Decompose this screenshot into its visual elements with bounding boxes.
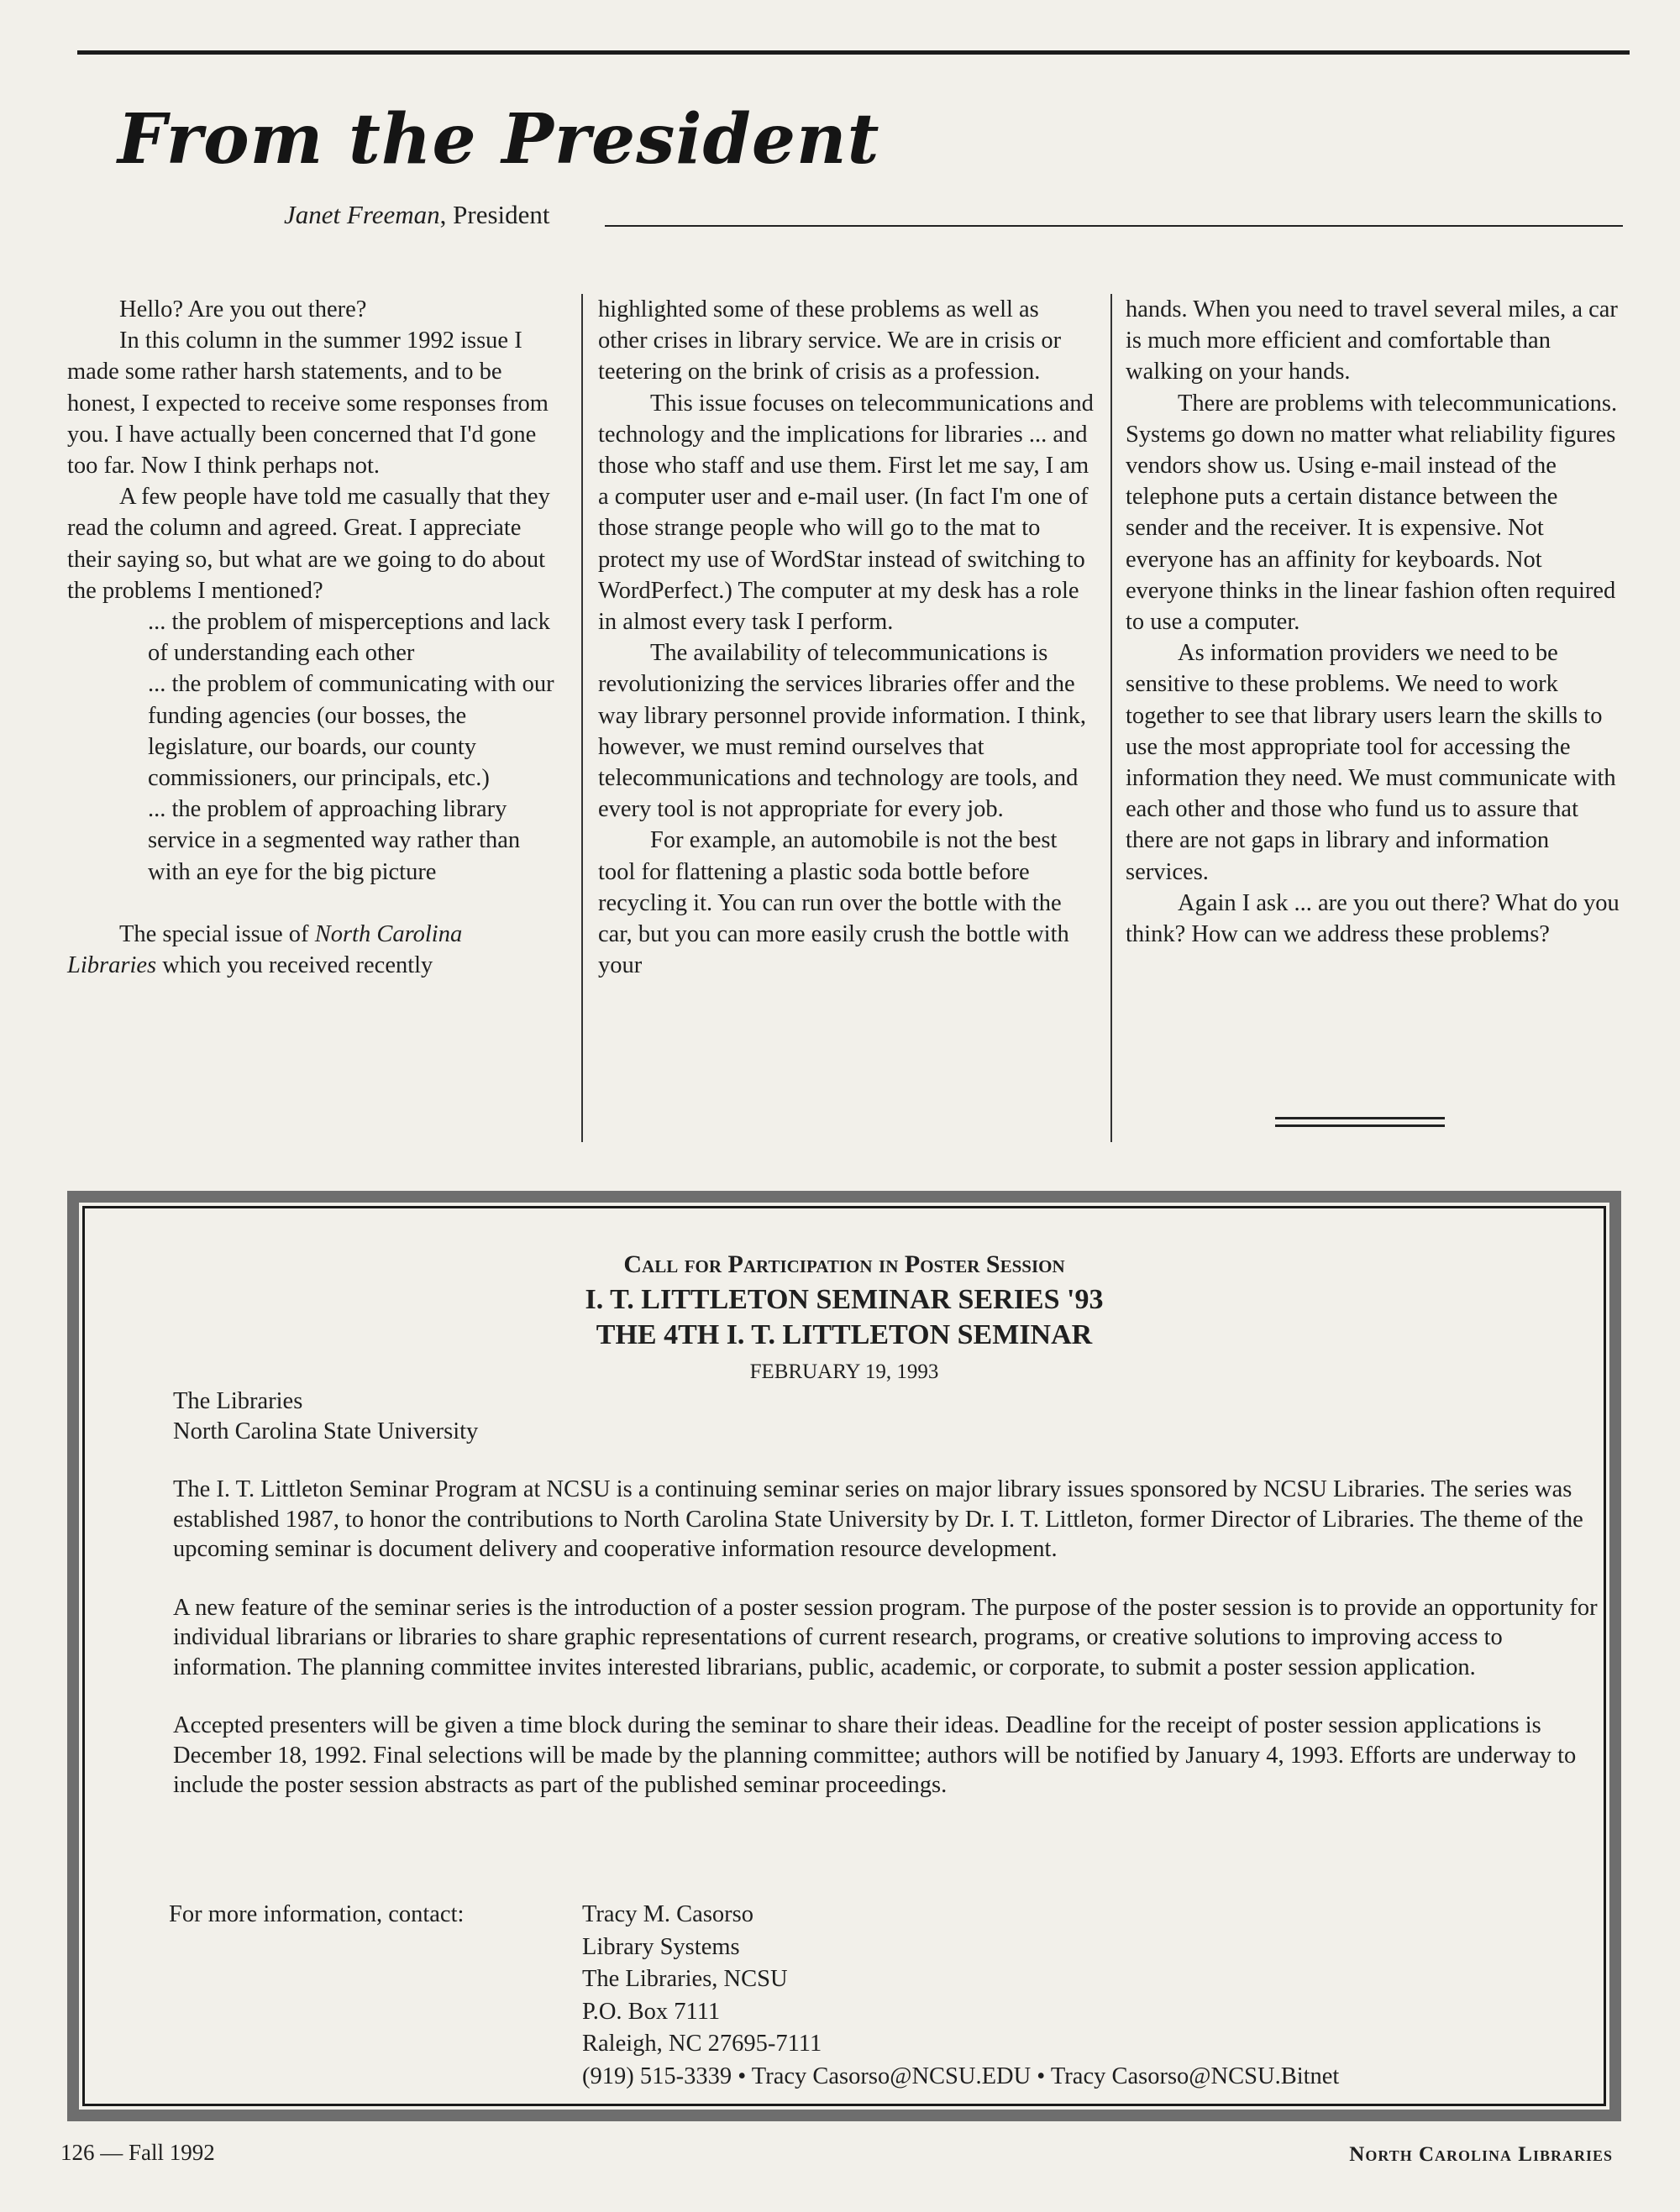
text-run: The special issue of	[119, 920, 315, 947]
paragraph: Accepted presenters will be given a time block during the seminar to share their ideas. Deadline for the receipt of poster session applications is December 18, 1992. Final selections will be made by the planning committee; authors will be notified by January 4, 1993. Efforts are underway to include the poster session abstracts as part of the published seminar proceedings.	[173, 1712, 1577, 1798]
heading-seminar: THE 4TH I. T. LITTLETON SEMINAR	[596, 1319, 1093, 1350]
paragraph: The I. T. Littleton Seminar Program at NCSU is a continuing seminar series on major library issues sponsored by NCSU Libraries. The series was established 1987, to honor the contributions to North Carolina State University by Dr. I. T. Littleton, former Director of Libraries. The theme of the upcoming seminar is document delivery and cooperative information resource development.	[173, 1476, 1583, 1562]
paragraph: highlighted some of these problems as well as other crises in library service. We are in crisis or teetering on the brink of crisis as a profession.	[598, 296, 1062, 385]
page-title: From the President	[118, 99, 880, 180]
journal-name: North Carolina Libraries	[67, 920, 463, 979]
column-1	[67, 294, 554, 981]
contact-line: The Libraries, NCSU	[582, 1966, 788, 1992]
contact-line: Library Systems	[582, 1933, 740, 1960]
column-3	[1126, 294, 1621, 950]
byline-rule	[605, 225, 1623, 227]
paragraph: hands. When you need to travel several miles, a car is much more efficient and comfortable than walking on your hands.	[1126, 296, 1618, 385]
seminar-date: FEBRUARY 19, 1993	[749, 1360, 939, 1383]
top-rule	[77, 50, 1630, 55]
announcement-heading	[85, 1247, 1604, 1390]
announcement-box	[67, 1191, 1621, 2121]
paragraph: For example, an automobile is not the best tool for flattening a plastic soda bottle before recycling it. You can run over the bottle with the car, but you can more easily crush the bottle with your	[598, 827, 1069, 979]
org-line: The Libraries	[173, 1388, 303, 1414]
contact-line: P.O. Box 7111	[582, 1998, 721, 2025]
contact-line: Tracy M. Casorso	[582, 1901, 753, 1927]
column-2	[598, 294, 1094, 981]
contact-line: Raleigh, NC 27695-7111	[582, 2031, 822, 2057]
paragraph	[67, 919, 554, 981]
list-item: ... the problem of approaching library service in a segmented way rather than with an eye for the big picture	[148, 796, 521, 885]
announcement-body	[173, 1386, 1601, 1829]
paragraph: This issue focuses on telecommunications and technology and the implications for libraries ... and those who staff and use them. First let me say, I am a computer user and e-mail user. (In fact I'm one of those strange people who will go to the mat to protect my use of WordStar instead of switching to WordPerfect.) The computer at my desk has a role in almost every task I perform.	[598, 390, 1094, 636]
contact-label: For more information, contact:	[169, 1901, 465, 1927]
paragraph: Again I ask ... are you out there? What do you think? How can we address these problems?	[1126, 889, 1620, 948]
heading-series: I. T. LITTLETON SEMINAR SERIES '93	[585, 1284, 1104, 1315]
paragraph: The availability of telecommunications is revolutionizing the services libraries offer and the way library personnel provide information. I think, however, we must remind ourselves that telecommunications and technology are tools, and every tool is not appropriate for every job.	[598, 640, 1086, 823]
journal-name-footer: North Carolina Libraries	[1349, 2143, 1613, 2166]
paragraph: In this column in the summer 1992 issue I made some rather harsh statements, and to be honest, I expected to receive some responses from you. I have actually been concerned that I'd gone too far. Now I think perhaps not.	[67, 328, 549, 480]
paragraph: There are problems with telecommunications. Systems go down no matter what reliability figures vendors show us. Using e-mail instead of the telephone puts a certain distance between the sender and the receiver. It is expensive. Not everyone has an affinity for keyboards. Not everyone thinks in the linear fashion often required to use a computer.	[1126, 390, 1618, 636]
paragraph: A new feature of the seminar series is the introduction of a poster session program. The purpose of the poster session is to provide an opportunity for individual librarians or libraries to share graphic representations of current research, programs, or creative solutions to improving access to information. The planning committee invites interested librarians, public, academic, or corporate, to submit a poster session application.	[173, 1594, 1598, 1680]
column-divider	[581, 294, 583, 1142]
text-run: which you received recently	[156, 952, 433, 979]
heading-call: Call for Participation in Poster Session	[623, 1250, 1065, 1278]
column-divider	[1110, 294, 1112, 1142]
announcement-inner-frame	[82, 1206, 1606, 2106]
end-of-article-mark	[1275, 1117, 1445, 1132]
organization	[173, 1386, 1601, 1446]
byline	[284, 200, 550, 230]
author-name: Janet Freeman	[284, 200, 440, 229]
page-folio: 126 — Fall 1992	[60, 2140, 215, 2165]
org-line: North Carolina State University	[173, 1418, 479, 1444]
paragraph: Hello? Are you out there?	[119, 296, 367, 322]
list-item: ... the problem of communicating with our funding agencies (our bosses, the legislature, our boards, our county commissioners, our principals, etc.)	[148, 671, 554, 792]
paragraph: A few people have told me casually that they read the column and agreed. Great. I appreciate their saying so, but what are we going to do about the problems I mentioned?	[67, 484, 550, 604]
paragraph: As information providers we need to be sensitive to these problems. We need to work together to see that library users learn the skills to use the most appropriate tool for accessing the information they need. We must communicate with each other and those who fund us to assure that there are not gaps in library and information services.	[1126, 640, 1616, 885]
contact-line: (919) 515-3339 • Tracy Casorso@NCSU.EDU • Tracy Casorso@NCSU.Bitnet	[582, 2063, 1340, 2089]
author-role: , President	[439, 200, 550, 229]
list-item: ... the problem of misperceptions and lack of understanding each other	[148, 609, 550, 667]
contact-lines	[582, 1899, 1590, 2093]
